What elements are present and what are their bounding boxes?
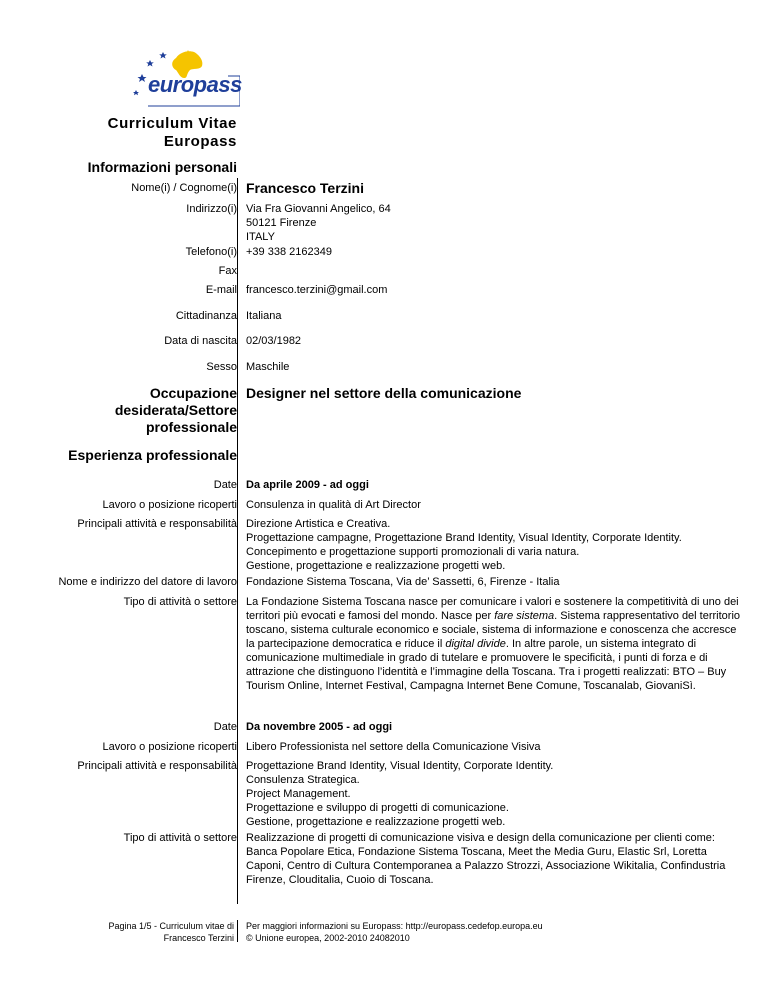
phone-label: Telefono(i) (185, 246, 237, 258)
footer-europass-info (246, 920, 543, 944)
activity-line: Progettazione Brand Identity, Visual Identity, Corporate Identity. (246, 760, 554, 772)
cv-title-line2: Europass (163, 133, 237, 150)
activities-label: Principali attività e responsabilità (77, 760, 237, 772)
activity-line: Gestione, progettazione e realizzazione progetti web. (246, 560, 506, 572)
section-experience: Esperienza professionale (68, 447, 237, 463)
activities-label: Principali attività e responsabilità (77, 518, 237, 530)
name-label: Nome(i) / Cognome(i) (131, 182, 237, 194)
section-personal-info: Informazioni personali (87, 159, 237, 175)
employer: Fondazione Sistema Toscana, Via de’ Sassetti, 6, Firenze - Italia (246, 576, 560, 588)
activity-line: Gestione, progettazione e realizzazione progetti web. (246, 816, 506, 828)
address-line: Via Fra Giovanni Angelico, 64 (246, 203, 391, 215)
activity-line: Direzione Artistica e Creativa. (246, 518, 391, 530)
sector-line: Banca Popolare Etica, Fondazione Sistema Toscana, Meet the Media Guru, Elastic Srl, Loretta (246, 846, 707, 858)
address-line: 50121 Firenze (246, 217, 317, 229)
footer-right-line: Per maggiori informazioni su Europass: http://europass.cedefop.europa.eu (246, 921, 543, 931)
email: francesco.terzini@gmail.com (246, 284, 388, 296)
job-title: Consulenza in qualità di Art Director (246, 499, 421, 511)
job-date: Da aprile 2009 - ad oggi (246, 479, 369, 491)
full-name: Francesco Terzini (246, 180, 365, 196)
sex: Maschile (246, 361, 290, 373)
sector-line: territori più evocati e famosi del mondo. Nasce per fare sistema. Sistema rappresentativo del territorio (246, 610, 741, 622)
desired-label-line: professionale (145, 419, 237, 435)
birth-label: Data di nascita (164, 335, 237, 347)
sector-line: toscano, sistema culturale economico e sociale, sistema di informazione e conoscenza che accresce (246, 624, 737, 636)
address (246, 202, 716, 244)
footer-left-line: Pagina 1/5 - Curriculum vitae di (108, 921, 234, 931)
sector-line: comunicazione multimediale in grado di tutelare e promuovere le specificità, i punti di forza e di (246, 652, 708, 664)
sector-line: la partecipazione democratica e riduce il digital divide. In altre parole, un sistema integrato di (246, 638, 697, 650)
cv-title-line1: Curriculum Vitae (107, 115, 237, 132)
phone: +39 338 2162349 (246, 246, 332, 258)
sector-label: Tipo di attività o settore (123, 832, 237, 844)
sector-line: Caponi, Centro di Cultura Contemporanea a Palazzo Strozzi, Associazione Wikitalia, Confindustria (246, 860, 726, 872)
job-sector (246, 595, 741, 693)
fax-label: Fax (218, 265, 237, 277)
address-line: ITALY (246, 231, 275, 243)
address-label: Indirizzo(i) (186, 203, 237, 215)
job-activities (246, 517, 716, 573)
desired-occupation-label (115, 385, 237, 436)
job-date: Da novembre 2005 - ad oggi (246, 721, 393, 733)
activity-line: Consulenza Strategica. (246, 774, 360, 786)
europass-logo (128, 48, 240, 110)
sector-line: attrazione che distinguono l’identità e l’immagine della Toscana. Tra i progetti realizzati: BTO – Buy (246, 666, 727, 678)
sector-line: Firenze, Clouditalia, Cuoio di Toscana. (246, 874, 434, 886)
date-label: Date (213, 479, 237, 491)
activity-line: Concepimento e progettazione supporti promozionali di varia natura. (246, 546, 580, 558)
job-label: Lavoro o posizione ricoperti (102, 741, 237, 753)
citizenship: Italiana (246, 310, 282, 322)
cv-title (108, 115, 237, 151)
sex-label: Sesso (206, 361, 237, 373)
footer-page-info (108, 920, 234, 944)
email-label: E-mail (205, 284, 237, 296)
footer-left-line: Francesco Terzini (163, 933, 234, 943)
column-divider (237, 178, 238, 904)
job-sector (246, 831, 726, 887)
activity-line: Progettazione campagne, Progettazione Brand Identity, Visual Identity, Corporate Identity. (246, 532, 682, 544)
job-label: Lavoro o posizione ricoperti (102, 499, 237, 511)
sector-line: La Fondazione Sistema Toscana nasce per comunicare i valori e sostenere la competitività di uno dei (246, 596, 739, 608)
activity-line: Project Management. (246, 788, 351, 800)
activity-line: Progettazione e sviluppo di progetti di comunicazione. (246, 802, 509, 814)
sector-line: Realizzazione di progetti di comunicazione visiva e design della comunicazione per clienti come: (246, 832, 715, 844)
desired-label-line: Occupazione (149, 385, 237, 401)
footer-divider (237, 920, 238, 942)
desired-occupation: Designer nel settore della comunicazione (246, 385, 522, 401)
birth-date: 02/03/1982 (246, 335, 302, 347)
sector-label: Tipo di attività o settore (123, 596, 237, 608)
desired-label-line: desiderata/Settore (114, 402, 237, 418)
citizenship-label: Cittadinanza (175, 310, 237, 322)
footer-right-line: © Unione europea, 2002-2010 24082010 (246, 933, 410, 943)
logo-wordmark: europass (148, 72, 242, 97)
job-title: Libero Professionista nel settore della Comunicazione Visiva (246, 741, 541, 753)
employer-label: Nome e indirizzo del datore di lavoro (58, 576, 237, 588)
date-label: Date (213, 721, 237, 733)
sector-line: Tourism Online, Internet Festival, Campagna Internet Bene Comune, Toscanalab, GiovaniSì. (246, 680, 696, 692)
job-activities (246, 759, 716, 829)
